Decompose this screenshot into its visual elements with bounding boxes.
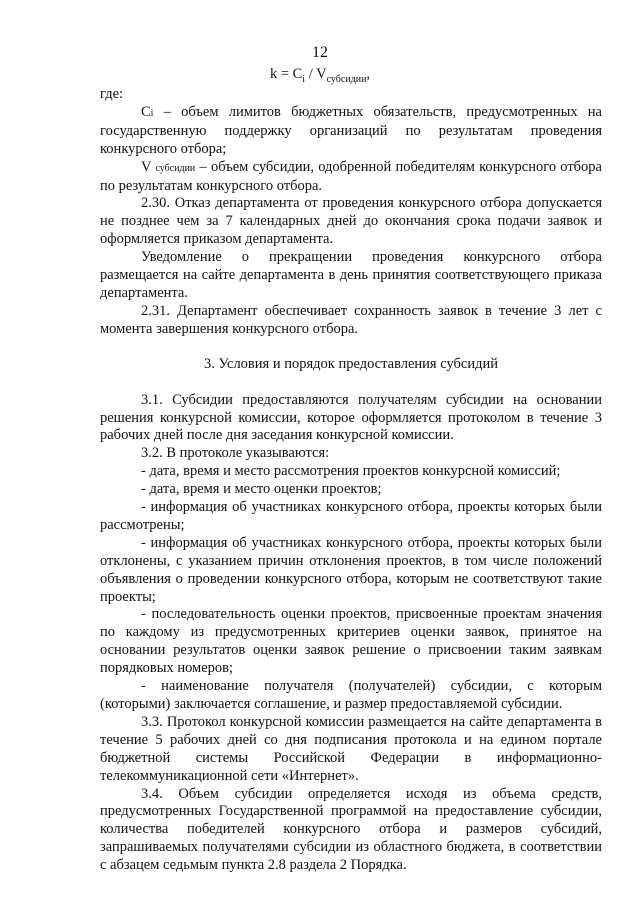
paragraph-3-3: 3.3. Протокол конкурсной комиссии размещается на сайте департамента в течение 5 рабочих дней со дня подписания протокола и на едином портале бюджетной системы Российской Федерации в информационно-телекоммуникационной сети «Интернет». bbox=[100, 713, 602, 784]
formula-tail: , bbox=[366, 66, 371, 82]
paragraph-3-2: 3.2. В протоколе указываются: bbox=[141, 445, 330, 462]
list-item: - дата, время и место рассмотрения проектов конкурсной комиссий; bbox=[141, 463, 561, 480]
body-text bbox=[100, 86, 602, 875]
section-3-title: 3. Условия и порядок предоставления субсидий bbox=[203, 355, 498, 372]
ci-text: – объем лимитов бюджетных обязательств, предусмотренных на государственную поддержку организаций по результатам проведения конкурсного отбора; bbox=[100, 103, 602, 157]
definition-ci bbox=[100, 104, 602, 159]
v-sub: субсидии bbox=[155, 162, 196, 174]
list-item: - информация об участниках конкурсного отбора, проекты которых были рассмотрены; bbox=[100, 499, 602, 533]
list-item: - информация об участниках конкурсного отбора, проекты которых были отклонены, с указанием причин отклонения проектов, в том числе положений объявления о проведении конкурсного отбора, которым не соответствуют такие проекты; bbox=[100, 534, 602, 605]
list-item: - дата, время и место оценки проектов; bbox=[141, 481, 382, 498]
formula-sub-i: i bbox=[302, 73, 306, 85]
v-text: – объем субсидии, одобренной победителям конкурсного отбора по результатам конкурсного отбора. bbox=[100, 158, 602, 194]
formula-sub-subsidy: субсидии bbox=[326, 73, 367, 85]
list-item: - наименование получателя (получателей) субсидии, с которым (которыми) заключается соглашение, и размер предоставляемой субсидии. bbox=[100, 678, 602, 712]
paragraph-2-31: 2.31. Департамент обеспечивает сохранность заявок в течение 3 лет с момента завершения конкурсного отбора. bbox=[100, 302, 602, 337]
v-symbol: V bbox=[141, 158, 156, 175]
definition-v bbox=[100, 159, 602, 196]
paragraph-2-30: 2.30. Отказ департамента от проведения конкурсного отбора допускается не позднее чем за 7 календарных дней до окончания срока подачи заявок и оформляется приказом департамента. bbox=[100, 195, 602, 248]
formula-left: k = C bbox=[269, 66, 303, 82]
formula bbox=[0, 66, 640, 85]
page-number: 12 bbox=[312, 44, 328, 61]
where-label: где: bbox=[100, 86, 124, 102]
formula-middle: / V bbox=[305, 66, 327, 82]
list-item: - последовательность оценки проектов, присвоенные проектам значения по каждому из предусмотренных критериев оценки заявок, принятое на основании результатов оценки заявок решение о присвоении таким заявкам порядковых номеров; bbox=[100, 606, 602, 677]
ci-sub: i bbox=[150, 107, 154, 119]
paragraph-3-4: 3.4. Объем субсидии определяется исходя из объема средств, предусмотренных Государственной программой на предоставление субсидии, количества победителей конкурсного отбора и размеров субсидий, запрашиваемых получателями субсидии из областного бюджета, в соответствии с абзацем седьмым пункта 2.8 раздела 2 Порядка. bbox=[100, 785, 602, 874]
ci-symbol: C bbox=[141, 103, 151, 120]
paragraph-3-1: 3.1. Субсидии предоставляются получателям субсидии на основании решения конкурсной комиссии, которое оформляется протоколом в течение 3 рабочих дней после дня заседания конкурсной комиссии. bbox=[100, 391, 602, 444]
paragraph-notice: Уведомление о прекращении проведения конкурсного отбора размещается на сайте департамента в день принятия соответствующего приказа департамента. bbox=[100, 249, 602, 301]
